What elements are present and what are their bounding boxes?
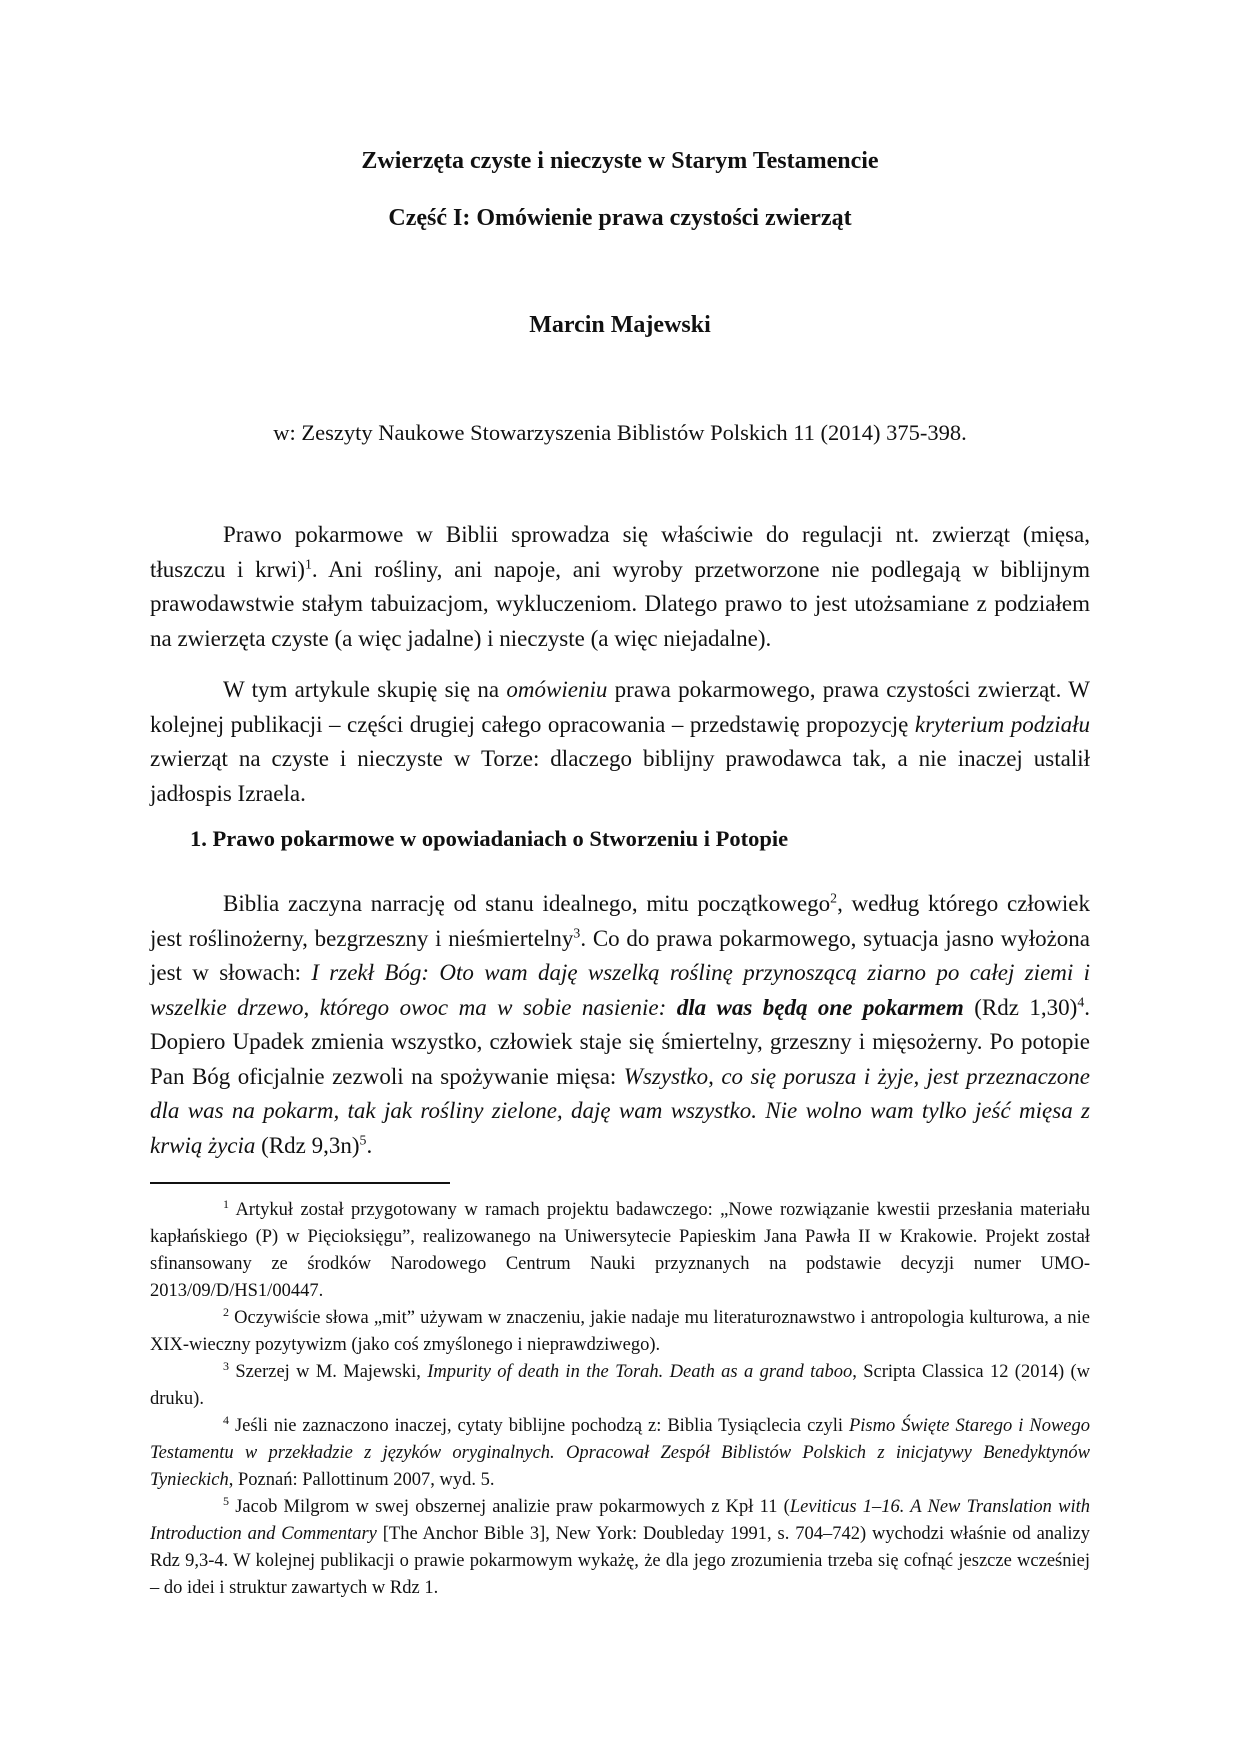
footnote-3: $^3$ Szerzej w M. Majewski, Impurity of death in the Torah. Death as a grand taboo, Scripta Classica 12 (2014) (w druku). — [150, 1358, 1090, 1409]
footnote-ref-5[interactable]: 5 — [359, 1131, 367, 1147]
section-heading-1: 1. Prawo pokarmowe w opowiadaniach o Stworzeniu i Potopie — [190, 826, 789, 851]
emphasis: omówieniu — [506, 677, 608, 702]
quotation: Wszystko, co się porusza i żyje, jest przeznaczone dla was na pokarm, tak jak rośliny zielone, daję wam wszystko. Nie wolno wam tylko jeść mięsa z krwią życia — [150, 1063, 1090, 1158]
quotation: I rzekł Bóg: Oto wam daję wszelką roślinę przynoszącą ziarno po całej ziemi i wszelkie drzewo, którego owoc ma w sobie nasienie: — [150, 960, 1091, 1020]
footnote-2: $^2$ Oczywiście słowa „mit” używam w znaczeniu, jakie nadaje mu literaturoznawstwo i antropologia kulturowa, a nie XIX-wieczny pozytywizm (jako coś zmyślonego i nieprawdziwego). — [150, 1304, 1090, 1355]
footnote-1: $^1$ Artykuł został przygotowany w ramach projektu badawczego: „Nowe rozwiązanie kwestii przesłania materiału kapłańskiego (P) w Pięcioksięgu”, realizowanego na Uniwersytecie Papieskim Jana Pawła II w Krakowie. Projekt został sfinansowany ze środków Narodowego Centrum Nauki przyznanych na podstawie decyzji numer UMO-2013/09/D/HS1/00447. — [150, 1196, 1090, 1301]
footnote-5: $^5$ Jacob Milgrom w swej obszernej analizie praw pokarmowych z Kpł 11 (Leviticus 1–16. A New Translation with Introduction and Commentary [The Anchor Bible 3], New York: Doubleday 1991, s. 704–742) wychodzi właśnie od analizy Rdz 9,3-4. W kolejnej publikacji o prawie pokarmowym wykażę, że dla jego zrozumienia trzeba się cofnąć jeszcze wcześniej – do idei i struktur zawartych w Rdz 1. — [150, 1493, 1090, 1598]
footnote-separator — [150, 1182, 450, 1184]
article-subtitle: Część I: Omówienie prawa czystości zwierząt — [388, 205, 852, 231]
quotation-emphasis: dla was będą one pokarmem — [676, 994, 964, 1020]
emphasis: kryterium podziału — [914, 711, 1091, 737]
footnote-ref-2[interactable]: 2 — [830, 890, 838, 906]
paragraph-creation-flood: Biblia zaczyna narrację od stanu idealnego, mitu początkowego$^2$, według którego człowiek jest roślinożerny, bezgrzeszny i nieśmiertelny$^3$. Co do prawa pokarmowego, sytuacja jasno wyłożona jest w słowach: I rzekł Bóg: Oto wam daję wszelką roślinę przynoszącą ziarno po całej ziemi i wszelkie drzewo, którego owoc ma w sobie nasienie: dla was będą one pokarmem (Rdz 1,30)$^4$. Dopiero Upadek zmienia wszystko, człowiek staje się śmiertelny, grzeszny i mięsożerny. Po potopie Pan Bóg oficjalnie zezwoli na spożywanie mięsa: Wszystko, co się porusza i żyje, jest przeznaczone dla was na pokarm, tak jak rośliny zielone, daję wam wszystko. Nie wolno wam tylko jeść mięsa z krwią życia (Rdz 9,3n)$^5$. — [150, 890, 1091, 1158]
footnote-4: $^4$ Jeśli nie zaznaczono inaczej, cytaty biblijne pochodzą z: Biblia Tysiąclecia czyli Pismo Święte Starego i Nowego Testamentu w przekładzie z języków oryginalnych. Opracował Zespół Biblistów Polskich z inicjatywy Benedyktynów Tynieckich, Poznań: Pallottinum 2007, wyd. 5. — [150, 1412, 1090, 1490]
publication-source: w: Zeszyty Naukowe Stowarzyszenia Biblistów Polskich 11 (2014) 375-398. — [273, 420, 967, 445]
author-name: Marcin Majewski — [529, 312, 711, 338]
footnote-ref-3[interactable]: 3 — [573, 924, 581, 940]
paragraph-scope: W tym artykule skupię się na omówieniu prawa pokarmowego, prawa czystości zwierząt. W kolejnej publikacji – części drugiej całego opracowania – przedstawię propozycję kryterium podziału zwierząt na czyste i nieczyste w Torze: dlaczego biblijny prawodawca tak, a nie inaczej ustalił jadłospis Izraela. — [150, 677, 1091, 806]
footnote-ref-1[interactable]: 1 — [304, 555, 312, 571]
footnote-ref-4[interactable]: 4 — [1077, 993, 1085, 1009]
article-title: Zwierzęta czyste i nieczyste w Starym Testamencie — [361, 148, 879, 174]
paragraph-intro: Prawo pokarmowe w Biblii sprowadza się właściwie do regulacji nt. zwierząt (mięsa, tłuszczu i krwi)$^1$. Ani rośliny, ani napoje, ani wyroby przetworzone nie podlegają w biblijnym prawodawstwie stałym tabuizacjom, wykluczeniom. Dlatego prawo to jest utożsamiane z podziałem na zwierzęta czyste (a więc jadalne) i nieczyste (a więc niejadalne). — [150, 522, 1090, 651]
